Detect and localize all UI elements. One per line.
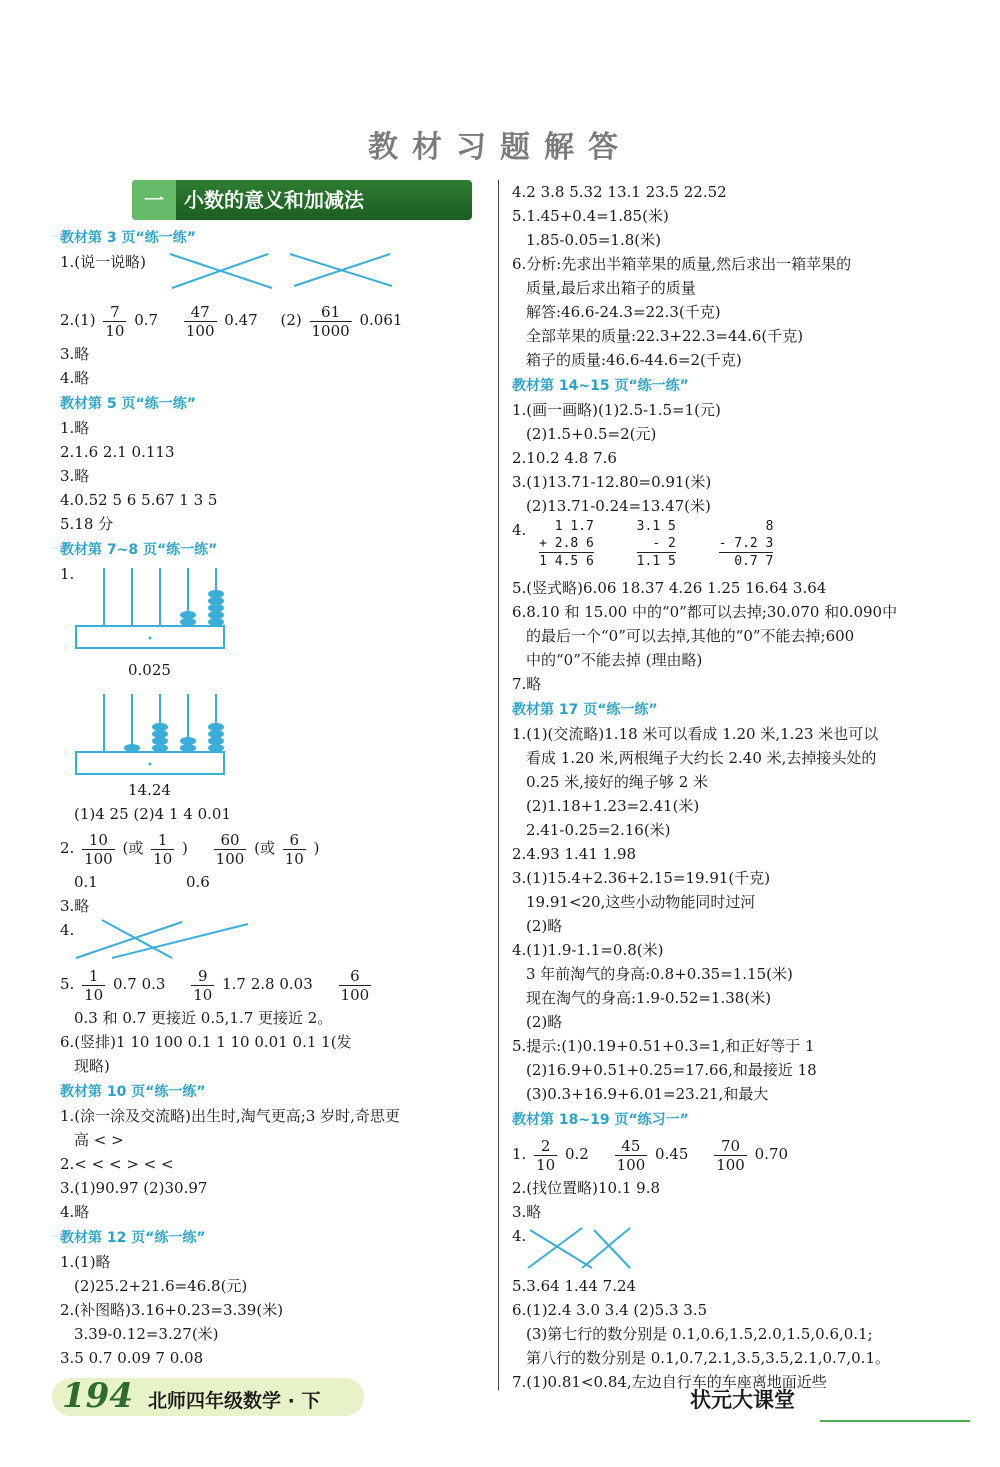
answer-line: 3 年前淘气的身高:0.8+0.35=1.15(米) bbox=[526, 965, 793, 983]
section-heading: 教材第 14~15 页“练一练” bbox=[512, 378, 689, 394]
fraction: $\frac{47}{100}$ bbox=[185, 302, 215, 340]
answer-line: 2.41-0.25=2.16(米) bbox=[526, 821, 671, 839]
answer-line: 现在淘气的身高:1.9-0.52=1.38(米) bbox=[526, 989, 772, 1007]
right-column bbox=[512, 180, 942, 1394]
section-heading: 教材第 12 页“练一练” bbox=[60, 1230, 206, 1246]
vertical-calc: 3.1 5 - 2 1.1 5 bbox=[636, 519, 676, 569]
fraction: $\frac{1}{10}$ bbox=[84, 966, 104, 1004]
column-divider bbox=[498, 180, 499, 1390]
answer-line: 4.略 bbox=[60, 1203, 90, 1221]
answer-line: 3.(1)13.71-12.80=0.91(米) bbox=[512, 473, 712, 491]
answer-line: 1.(说一说略) bbox=[60, 253, 147, 271]
answer-line: 1.略 bbox=[60, 419, 90, 437]
section-heading: 教材第 7~8 页“练一练” bbox=[60, 542, 218, 558]
answer-line: 4.(1)1.9-1.1=0.8(米) bbox=[512, 941, 664, 959]
abacus-diagram bbox=[72, 562, 232, 654]
answer-line: 1.(画一画略)(1)2.5-1.5=1(元) bbox=[512, 401, 721, 419]
answer-line: (2)13.71-0.24=13.47(米) bbox=[526, 497, 711, 515]
answer-line: 2.< < < > < < bbox=[60, 1155, 174, 1173]
brand-name: 状元大课堂 bbox=[690, 1388, 795, 1412]
answer-line: 3.略 bbox=[512, 1203, 542, 1221]
answer-line: (2)略 bbox=[526, 1013, 563, 1031]
section-heading: 教材第 5 页“练一练” bbox=[60, 396, 196, 412]
fraction: $\frac{61}{1000}$ bbox=[311, 302, 350, 340]
footer-rule bbox=[820, 1420, 970, 1422]
answer-line: 2.4.93 1.41 1.98 bbox=[512, 845, 637, 863]
section-heading: 教材第 17 页“练一练” bbox=[512, 702, 658, 718]
answer-line: 3.略 bbox=[60, 897, 90, 915]
answer-line: 0.25 米,接好的绳子够 2 米 bbox=[526, 773, 709, 791]
answer-line: 6.(竖排)1 10 100 0.1 1 10 0.01 0.1 1(发 bbox=[60, 1033, 352, 1051]
abacus-diagram bbox=[72, 688, 232, 780]
answer-line: 4. bbox=[512, 1227, 527, 1245]
answer-line: 2. $\frac{10}{100}$ (或 $\frac{1}{10}$ ) $\frac{60}{100}$ (或 $\frac{6}{10}$ ) bbox=[60, 830, 320, 868]
section-heading: 教材第 18~19 页“练习一” bbox=[512, 1112, 689, 1128]
answer-line: 1.(1)(交流略)1.18 米可以看成 1.20 米,1.23 米也可以 bbox=[512, 725, 879, 743]
answer-line: 5.3.64 1.44 7.24 bbox=[512, 1277, 637, 1295]
answer-line: (1)4 25 (2)4 1 4 0.01 bbox=[74, 805, 231, 823]
answer-line: (2)16.9+0.51+0.25=17.66,和最接近 18 bbox=[526, 1061, 817, 1079]
answer-line: 3.略 bbox=[60, 467, 90, 485]
answer-line: 6.分析:先求出半箱苹果的质量,然后求出一箱苹果的 bbox=[512, 255, 852, 273]
answer-line: 3.5 0.7 0.09 7 0.08 bbox=[60, 1349, 204, 1367]
answer-line: 5.提示:(1)0.19+0.51+0.3=1,和正好等于 1 bbox=[512, 1037, 815, 1055]
answer-line: 1. bbox=[60, 565, 75, 583]
answer-line: 5. $\frac{1}{10}$ 0.7 0.3 $\frac{9}{10}$ 1.7 2.8 0.03 $\frac{6}{100}$ bbox=[60, 966, 370, 1004]
answer-line: 2.(补图略)3.16+0.23=3.39(米) bbox=[60, 1301, 284, 1319]
answer-line: 全部苹果的质量:22.3+22.3=44.6(千克) bbox=[526, 327, 804, 345]
chapter-number: 一 bbox=[132, 180, 176, 220]
answer-line: 1.(涂一涂及交流略)出生时,淘气更高;3 岁时,奇思更 bbox=[60, 1107, 400, 1125]
fraction: $\frac{10}{100}$ bbox=[84, 830, 113, 868]
answer-line: 现略) bbox=[74, 1057, 110, 1075]
answer-line: 0.3 和 0.7 更接近 0.5,1.7 更接近 2。 bbox=[74, 1009, 333, 1027]
answer-line: (2)25.2+21.6=46.8(元) bbox=[74, 1277, 248, 1295]
answer-line: 1.(1)略 bbox=[60, 1253, 111, 1271]
fraction: $\frac{45}{100}$ bbox=[616, 1136, 646, 1174]
answer-line: 3.略 bbox=[60, 345, 90, 363]
answer-line: 19.91<20,这些小动物能同时过河 bbox=[526, 893, 756, 911]
answer-line: 中的“0”不能去掉 (理由略) bbox=[526, 651, 703, 669]
answer-line: 解答:46.6-24.3=22.3(千克) bbox=[526, 303, 721, 321]
vertical-calculations: 4. 1 1.7 + 2.8 6 1 4.5 6 3.1 5 - 2 1.1 5 8 - 7.2 3 0.7 7 bbox=[512, 519, 774, 569]
fraction: $\frac{6}{10}$ bbox=[284, 830, 304, 868]
answer-line: 1. $\frac{2}{10}$ 0.2 $\frac{45}{100}$ 0.45 $\frac{70}{100}$ 0.70 bbox=[512, 1136, 789, 1174]
answer-line: (3)第七行的数分别是 0.1,0.6,1.5,2.0,1.5,0.6,0.1; bbox=[526, 1325, 873, 1343]
answer-line: 4. bbox=[60, 921, 75, 939]
section-heading: 教材第 3 页“练一练” bbox=[60, 230, 196, 246]
answer-line: 7.(1)0.81<0.84,左边自行车的车座离地面近些 bbox=[512, 1373, 827, 1391]
answer-line: 2.(找位置略)10.1 9.8 bbox=[512, 1179, 661, 1197]
answer-line: 0.1 0.6 bbox=[74, 873, 210, 891]
page-number: 194 bbox=[62, 1376, 133, 1416]
answer-line: 3.(1)15.4+2.36+2.15=19.91(千克) bbox=[512, 869, 771, 887]
answer-line: 箱子的质量:46.6-44.6=2(千克) bbox=[526, 351, 742, 369]
fraction: $\frac{7}{10}$ bbox=[105, 302, 125, 340]
section-heading: 教材第 10 页“练一练” bbox=[60, 1084, 206, 1100]
answer-line: 7.略 bbox=[512, 675, 542, 693]
fraction: $\frac{70}{100}$ bbox=[716, 1136, 745, 1174]
fraction: $\frac{1}{10}$ bbox=[153, 830, 173, 868]
answer-line: 4.略 bbox=[60, 369, 90, 387]
abacus-caption: 14.24 bbox=[128, 781, 171, 799]
fraction: $\frac{6}{100}$ bbox=[340, 966, 370, 1004]
answer-line: 1.85-0.05=1.8(米) bbox=[526, 231, 661, 249]
matching-lines-diagram bbox=[72, 918, 252, 962]
answer-line: (2)1.5+0.5=2(元) bbox=[526, 425, 657, 443]
answer-line: 3.(1)90.97 (2)30.97 bbox=[60, 1179, 208, 1197]
answer-line: 5.1.45+0.4=1.85(米) bbox=[512, 207, 669, 225]
book-title: 北师四年级数学 · 下 bbox=[148, 1390, 321, 1412]
answer-line: 5.(竖式略)6.06 18.37 4.26 1.25 16.64 3.64 bbox=[512, 579, 827, 597]
answer-line: 2.1.6 2.1 0.113 bbox=[60, 443, 175, 461]
answer-line: 2.(1) $\frac{7}{10}$ 0.7 $\frac{47}{100}$ 0.47 (2) $\frac{61}{1000}$ 0.061 bbox=[60, 302, 403, 340]
answer-line: (2)略 bbox=[526, 917, 563, 935]
answer-line: 6.8.10 和 15.00 中的“0”都可以去掉;30.070 和0.090中 bbox=[512, 603, 898, 621]
answer-line: 的最后一个“0”可以去掉,其他的“0”不能去掉;600 bbox=[526, 627, 855, 645]
answer-line: 高 < > bbox=[74, 1131, 124, 1149]
fraction: $\frac{60}{100}$ bbox=[215, 830, 245, 868]
page-title: 教材习题解答 bbox=[368, 130, 632, 165]
answer-line: 4.2 3.8 5.32 13.1 23.5 22.52 bbox=[512, 183, 727, 201]
chapter-banner bbox=[132, 180, 472, 220]
answer-line: 3.39-0.12=3.27(米) bbox=[74, 1325, 219, 1343]
answer-line: 6.(1)2.4 3.0 3.4 (2)5.3 3.5 bbox=[512, 1301, 708, 1319]
chapter-title: 小数的意义和加减法 bbox=[184, 188, 364, 212]
answer-line: 质量,最后求出箱子的质量 bbox=[526, 279, 696, 297]
answer-line: (2)1.18+1.23=2.41(米) bbox=[526, 797, 700, 815]
answer-line: 第八行的数分别是 0.1,0.7,2.1,3.5,3.5,2.1,0.7,0.1。 bbox=[526, 1349, 890, 1367]
answer-line: 5.18 分 bbox=[60, 515, 114, 533]
vertical-calc: 8 - 7.2 3 0.7 7 bbox=[718, 519, 774, 569]
matching-lines-diagram bbox=[526, 1224, 636, 1274]
answer-line: 4.0.52 5 6 5.67 1 3 5 bbox=[60, 491, 218, 509]
answer-line: 2.10.2 4.8 7.6 bbox=[512, 449, 617, 467]
fraction: $\frac{2}{10}$ bbox=[536, 1136, 556, 1174]
vertical-calc: 1 1.7 + 2.8 6 1 4.5 6 bbox=[539, 519, 594, 569]
fraction: $\frac{9}{10}$ bbox=[193, 966, 213, 1004]
abacus-caption: 0.025 bbox=[128, 661, 171, 679]
answer-line: (3)0.3+16.9+6.01=23.21,和最大 bbox=[526, 1085, 769, 1103]
left-column bbox=[60, 180, 480, 1370]
answer-line: 看成 1.20 米,两根绳子大约长 2.40 米,去掉接头处的 bbox=[526, 749, 877, 767]
matching-lines-diagram bbox=[164, 250, 394, 296]
